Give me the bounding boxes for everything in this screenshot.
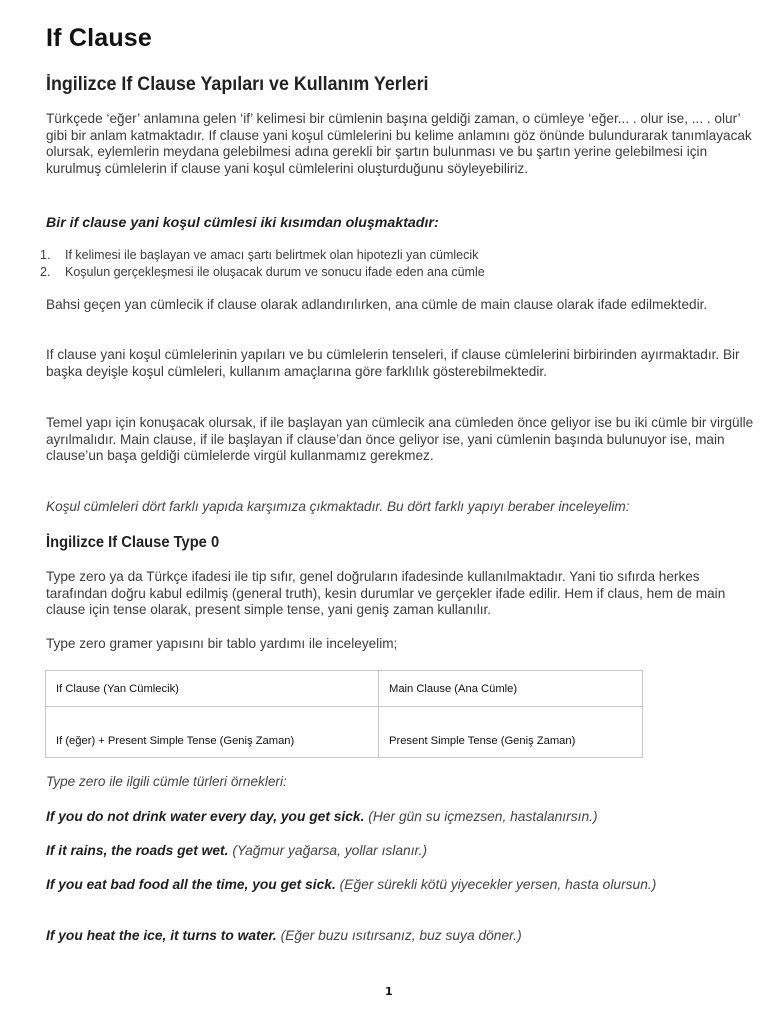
- comma-rule-paragraph: Temel yapı için konuşacak olursak, if ile başlayan yan cümlecik ana cümleden önce geliyor ise bu iki cümle bir virgülle ayrılmalıdır. Main clause, if ile başlayan if clause’dan önce geliyor ise, yani cümlenin başında bulunuyor ise, main clause’un başa geldiği cümlelerde virgül kullanmamız gerekmez.: [46, 415, 754, 464]
- table-cell: If (eğer) + Present Simple Tense (Geniş Zaman): [46, 707, 379, 758]
- list-number: 1.: [40, 248, 51, 262]
- type0-description: Type zero ya da Türkçe ifadesi ile tip sıfır, genel doğruların ifadesinde kullanılmaktadır. Yani tio sıfırda herkes tarafından doğru kabul edilmiş (general truth), kesin durumlar ve gerçekler ifade edilir. Hem if claus, hem de main clause için tense olarak, present simple tense, yani geniş zaman kullanılır.: [46, 569, 726, 618]
- parts-heading: Bir if clause yani koşul cümlesi iki kısımdan oluşmaktadır:: [46, 215, 439, 231]
- list-item-text: If kelimesi ile başlayan ve amacı şartı belirtmek olan hipotezli yan cümlecik: [65, 248, 479, 262]
- example-english: If you eat bad food all the time, you get sick.: [46, 877, 336, 892]
- intro-paragraph: Türkçede ‘eğer’ anlamına gelen ‘if’ kelimesi bir cümlenin başına geldiği zaman, o cümleye ‘eğer... . olur ise, ... . olur’ gibi bir anlam katmaktadır. If clause yani koşul cümlelerini bu kelime anlamını göz önünde bulundurarak tanımlayacak olursak, eylemlerin meydana gelebilmesi adına gerekli bir şartın bulunması ve bu şartın yerine gelebilmesi için kurulmuş cümlelerin if clause yani koşul cümlelerini oluşturduğunu söyleyebiliriz.: [46, 111, 752, 177]
- table-row: [46, 707, 643, 758]
- example-sentence: [46, 877, 746, 894]
- example-english: If it rains, the roads get wet.: [46, 843, 229, 858]
- table-cell: If Clause (Yan Cümlecik): [46, 671, 379, 707]
- example-turkish: (Eğer sürekli kötü yiyecekler yersen, hasta olursun.): [339, 877, 657, 892]
- list-item-text: Koşulun gerçekleşmesi ile oluşacak durum ve sonucu ifade eden ana cümle: [65, 264, 485, 279]
- table-intro: Type zero gramer yapısını bir tablo yardımı ile inceleyelim;: [46, 636, 398, 651]
- example-turkish: (Eğer buzu ısıtırsanız, buz suya döner.): [280, 928, 522, 943]
- parts-list: [40, 247, 485, 280]
- section-heading: İngilizce If Clause Yapıları ve Kullanım Yerleri: [46, 74, 429, 95]
- example-sentence: [46, 809, 746, 826]
- table-cell: Present Simple Tense (Geniş Zaman): [379, 707, 643, 758]
- page-number: 1: [385, 985, 393, 998]
- page-title: If Clause: [46, 24, 152, 52]
- type0-heading: İngilizce If Clause Type 0: [46, 534, 220, 551]
- list-number: 2.: [40, 264, 51, 279]
- structure-paragraph: If clause yani koşul cümlelerinin yapıları ve bu cümlelerin tenseleri, if clause cümlelerini birbirinden ayırmaktadır. Bir başka deyişle koşul cümleleri, kullanım amaçlarına göre farklılık gösterebilmektedir.: [46, 347, 740, 379]
- example-english: If you heat the ice, it turns to water.: [46, 928, 277, 943]
- example-sentence: [46, 843, 746, 860]
- example-turkish: (Her gün su içmezsen, hastalanırsın.): [368, 809, 598, 824]
- example-sentence: [46, 928, 746, 945]
- clause-naming-paragraph: Bahsi geçen yan cümlecik if clause olarak adlandırılırken, ana cümle de main clause olarak ifade edilmektedir.: [46, 297, 708, 312]
- list-item: [40, 247, 485, 264]
- example-english: If you do not drink water every day, you get sick.: [46, 809, 365, 824]
- table-cell: Main Clause (Ana Cümle): [379, 671, 643, 707]
- examples-heading: Type zero ile ilgili cümle türleri örnekleri:: [46, 774, 287, 789]
- table-header-row: [46, 671, 643, 707]
- four-types-note: Koşul cümleleri dört farklı yapıda karşımıza çıkmaktadır. Bu dört farklı yapıyı beraber inceleyelim:: [46, 499, 630, 514]
- list-item: [40, 264, 485, 281]
- grammar-table: [45, 670, 643, 758]
- example-turkish: (Yağmur yağarsa, yollar ıslanır.): [232, 843, 428, 858]
